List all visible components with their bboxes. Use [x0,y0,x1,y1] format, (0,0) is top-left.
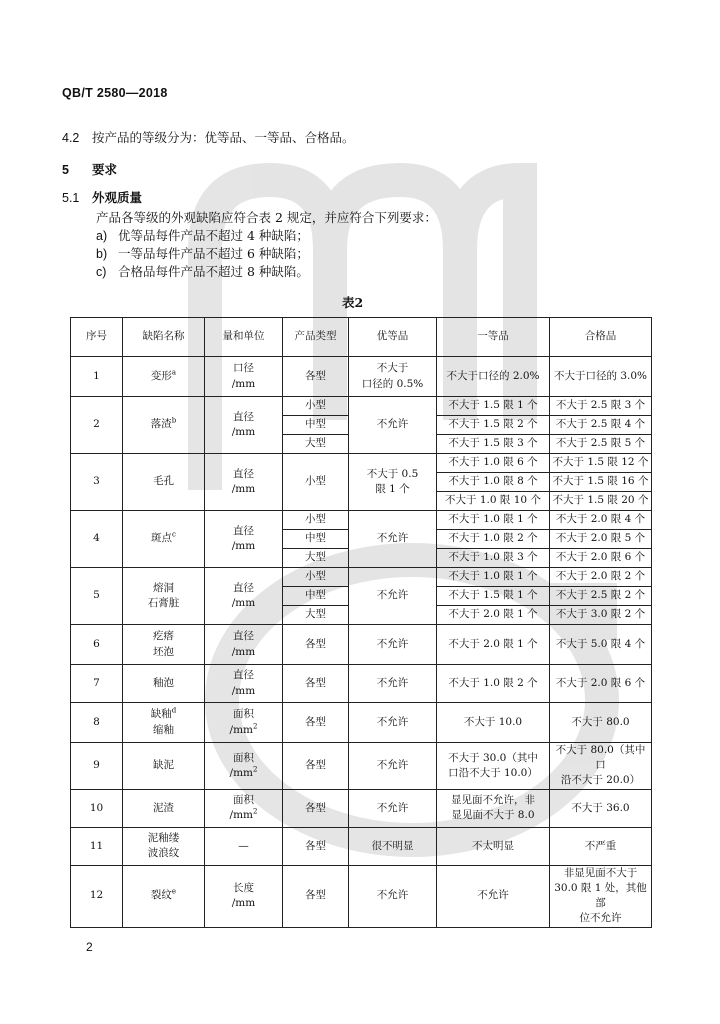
unit-cell: 直径 /mm [205,665,283,703]
intro-paragraph: 产品各等级的外观缺陷应符合表 2 规定，并应符合下列要求： [96,210,437,225]
first-grade-cell: 不大于 1.0 限 1 个 [437,511,550,530]
premium-cell: 不允许 [349,397,437,454]
section-text: 按产品的等级分为：优等品、一等品、合格品。 [92,130,355,145]
row-number: 2 [71,397,123,454]
type-cell: 小型 [283,454,349,511]
unit-cell: 直径 /mm [205,511,283,568]
qualified-cell: 不大于 2.5 限 2 个 [550,587,652,606]
premium-cell: 不大于 0.5 限 1 个 [349,454,437,511]
unit-cell: 长度 /mm [205,865,283,927]
list-item-text: 合格品每件产品不超过 8 种缺陷。 [118,264,309,279]
first-grade-cell: 不允许 [437,865,550,927]
first-grade-cell: 不大于 2.0 限 1 个 [437,625,550,665]
type-cell: 大型 [283,435,349,454]
premium-cell: 不允许 [349,511,437,568]
header-cell: 产品类型 [283,318,349,357]
table-row [71,743,652,790]
qualified-cell: 不大于 2.0 限 4 个 [550,511,652,530]
section-5-1-heading [62,188,142,206]
qualified-cell: 非显见面不大于 30.0 限 1 处，其他部 位不允许 [550,865,652,927]
unit-cell: 直径 /mm [205,625,283,665]
table-row [71,665,652,703]
type-cell: 各型 [283,789,349,827]
section-4-2 [62,128,355,146]
qualified-cell: 不大于 2.0 限 2 个 [550,568,652,587]
defect-name: 泥渣 [123,789,205,827]
premium-cell: 不允许 [349,789,437,827]
defect-name: 泥釉缕 波浪纹 [123,827,205,865]
unit-cell: 口径 /mm [205,357,283,397]
defect-name: 熔洞 石膏脏 [123,568,205,625]
list-item [96,226,309,244]
premium-cell: 不大于 口径的 0.5% [349,357,437,397]
qualified-cell: 不大于 5.0 限 4 个 [550,625,652,665]
section-5-heading [62,160,117,178]
list-item [96,262,309,280]
qualified-cell: 不大于 80.0（其中口 沿不大于 20.0） [550,743,652,790]
first-grade-cell: 不大于 2.0 限 1 个 [437,606,550,625]
qualified-cell: 不大于 2.0 限 5 个 [550,530,652,549]
unit-cell: 直径 /mm [205,568,283,625]
row-number: 11 [71,827,123,865]
defects-table [70,317,652,928]
row-number: 10 [71,789,123,827]
defect-name: 毛孔 [123,454,205,511]
defect-name: 裂纹$^e$ [123,865,205,927]
first-grade-cell: 不大于 1.0 限 10 个 [437,492,550,511]
type-cell: 各型 [283,357,349,397]
first-grade-cell: 不大于 1.0 限 6 个 [437,454,550,473]
qualified-cell: 不大于 2.0 限 6 个 [550,665,652,703]
premium-cell: 很不明显 [349,827,437,865]
page-number: 2 [86,940,93,954]
table-row [71,827,652,865]
premium-cell: 不允许 [349,625,437,665]
table-row [71,511,652,530]
type-cell: 各型 [283,665,349,703]
row-number: 12 [71,865,123,927]
type-cell: 中型 [283,530,349,549]
first-grade-cell: 不大于 1.0 限 2 个 [437,530,550,549]
type-cell: 中型 [283,587,349,606]
defect-name: 疙瘩 坯泡 [123,625,205,665]
type-cell: 小型 [283,397,349,416]
first-grade-cell: 不大于 1.5 限 1 个 [437,587,550,606]
row-number: 1 [71,357,123,397]
type-cell: 各型 [283,625,349,665]
row-number: 4 [71,511,123,568]
qualified-cell: 不大于 80.0 [550,703,652,743]
row-number: 9 [71,743,123,790]
first-grade-cell: 不太明显 [437,827,550,865]
table-row [71,625,652,665]
unit-cell: 直径 /mm [205,454,283,511]
type-cell: 小型 [283,568,349,587]
first-grade-cell: 不大于 1.0 限 3 个 [437,549,550,568]
header-cell: 一等品 [437,318,550,357]
row-number: 5 [71,568,123,625]
defect-name: 斑点$^c$ [123,511,205,568]
header-cell: 序号 [71,318,123,357]
section-number: 4.2 [62,131,80,145]
first-grade-cell: 不大于 30.0（其中 口沿不大于 10.0） [437,743,550,790]
premium-cell: 不允许 [349,703,437,743]
first-grade-cell: 不大于 1.5 限 2 个 [437,416,550,435]
qualified-cell: 不大于 2.5 限 5 个 [550,435,652,454]
defect-name: 缺泥 [123,743,205,790]
table-row [71,865,652,927]
row-number: 8 [71,703,123,743]
qualified-cell: 不大于 2.5 限 4 个 [550,416,652,435]
table-row [71,703,652,743]
table-row [71,568,652,587]
qualified-cell: 不大于 1.5 限 20 个 [550,492,652,511]
section-number: 5 [62,163,69,177]
type-cell: 小型 [283,511,349,530]
unit-cell: 面积 $/mm^2$ [205,789,283,827]
section-text: 要求 [92,162,118,177]
type-cell: 大型 [283,606,349,625]
type-cell: 各型 [283,703,349,743]
table-header-row [71,318,652,357]
table-row [71,357,652,397]
type-cell: 中型 [283,416,349,435]
qualified-cell: 不大于口径的 3.0% [550,357,652,397]
section-text: 外观质量 [92,190,143,205]
unit-cell: — [205,827,283,865]
section-number: 5.1 [62,191,80,205]
defect-name: 变形$^a$ [123,357,205,397]
header-cell: 优等品 [349,318,437,357]
premium-cell: 不允许 [349,865,437,927]
first-grade-cell: 不大于 1.5 限 3 个 [437,435,550,454]
table-row [71,454,652,473]
qualified-cell: 不大于 3.0 限 2 个 [550,606,652,625]
premium-cell: 不允许 [349,568,437,625]
type-cell: 大型 [283,549,349,568]
row-number: 6 [71,625,123,665]
list-item-key: a) [96,229,108,243]
header-cell: 缺陷名称 [123,318,205,357]
first-grade-cell: 不大于 1.5 限 1 个 [437,397,550,416]
first-grade-cell: 显见面不允许，非 显见面不大于 8.0 [437,789,550,827]
list-item-text: 优等品每件产品不超过 4 种缺陷； [118,228,309,243]
standard-code: QB/T 2580—2018 [62,86,168,100]
row-number: 3 [71,454,123,511]
qualified-cell: 不大于 2.0 限 6 个 [550,549,652,568]
first-grade-cell: 不大于 1.0 限 1 个 [437,568,550,587]
table-row [71,397,652,416]
header-cell: 量和单位 [205,318,283,357]
table-title: 表2 [342,295,364,310]
list-item-key: b) [96,247,108,261]
qualified-cell: 不严重 [550,827,652,865]
qualified-cell: 不大于 1.5 限 16 个 [550,473,652,492]
type-cell: 各型 [283,827,349,865]
qualified-cell: 不大于 36.0 [550,789,652,827]
table-row [71,789,652,827]
type-cell: 各型 [283,865,349,927]
first-grade-cell: 不大于 10.0 [437,703,550,743]
type-cell: 各型 [283,743,349,790]
first-grade-cell: 不大于 1.0 限 8 个 [437,473,550,492]
defect-name: 缺釉$^d$ 缩釉 [123,703,205,743]
unit-cell: 直径 /mm [205,397,283,454]
unit-cell: 面积 $/mm^2$ [205,703,283,743]
list-item-key: c) [96,265,107,279]
qualified-cell: 不大于 2.5 限 3 个 [550,397,652,416]
defect-name: 釉泡 [123,665,205,703]
unit-cell: 面积 $/mm^2$ [205,743,283,790]
header-cell: 合格品 [550,318,652,357]
first-grade-cell: 不大于口径的 2.0% [437,357,550,397]
list-item [96,244,309,262]
qualified-cell: 不大于 1.5 限 12 个 [550,454,652,473]
first-grade-cell: 不大于 1.0 限 2 个 [437,665,550,703]
defect-name: 落渣$^b$ [123,397,205,454]
list-item-text: 一等品每件产品不超过 6 种缺陷； [118,246,309,261]
row-number: 7 [71,665,123,703]
premium-cell: 不允许 [349,665,437,703]
premium-cell: 不允许 [349,743,437,790]
